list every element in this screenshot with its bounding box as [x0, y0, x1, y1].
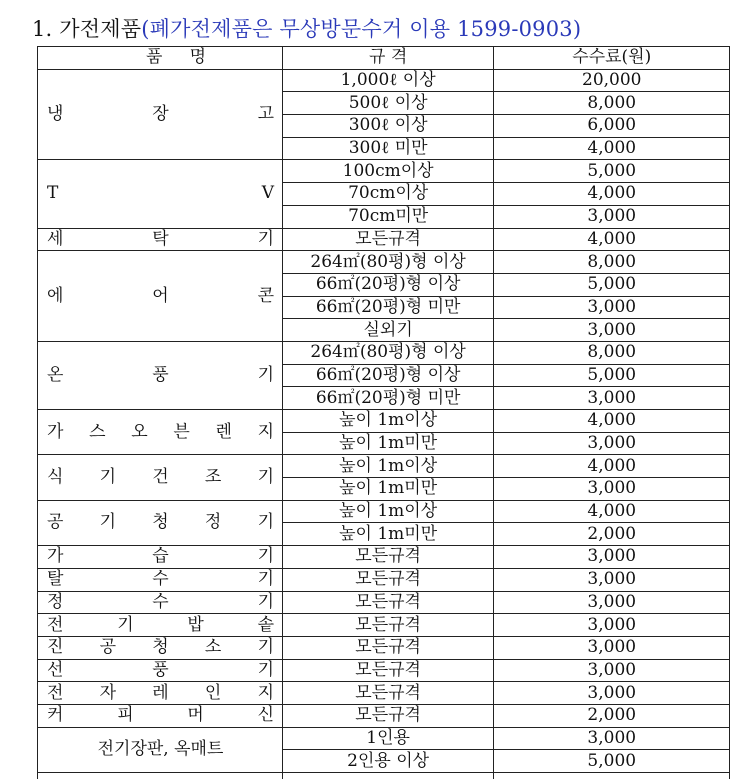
- item-name: 공 기 청 정 기: [38, 500, 283, 545]
- item-fee: 3,000: [494, 591, 730, 614]
- item-fee: 3,000: [494, 636, 730, 659]
- item-spec: 높이 1m미만: [283, 523, 494, 546]
- table-row: [38, 704, 730, 727]
- item-fee: 3,000: [494, 319, 730, 342]
- table-row: [38, 568, 730, 591]
- item-spec: 500ℓ 이상: [283, 92, 494, 115]
- item-fee: 8,000: [494, 92, 730, 115]
- cutoff-cell: [494, 773, 730, 780]
- heading-title: 1. 가전제품: [32, 17, 142, 41]
- item-spec: 모든규격: [283, 704, 494, 727]
- item-fee: 5,000: [494, 273, 730, 296]
- item-fee: 3,000: [494, 205, 730, 228]
- table-row: [38, 251, 730, 274]
- item-spec: 실외기: [283, 319, 494, 342]
- item-spec: 66㎡(20평)형 미만: [283, 387, 494, 410]
- item-fee: 6,000: [494, 115, 730, 138]
- table-row: [38, 160, 730, 183]
- table-header-row: [38, 47, 730, 70]
- table-row: [38, 659, 730, 682]
- item-fee: 4,000: [494, 410, 730, 433]
- item-name: 가 습 기: [38, 546, 283, 569]
- item-fee: 3,000: [494, 614, 730, 637]
- item-fee: 4,000: [494, 183, 730, 206]
- item-name: 냉 장 고: [38, 69, 283, 160]
- item-fee: 20,000: [494, 69, 730, 92]
- item-name: 전기장판, 옥매트: [38, 727, 283, 772]
- item-fee: 3,000: [494, 296, 730, 319]
- item-spec: 모든규격: [283, 568, 494, 591]
- table-row: [38, 614, 730, 637]
- item-fee: 3,000: [494, 478, 730, 501]
- item-fee: 3,000: [494, 432, 730, 455]
- item-spec: 모든규격: [283, 546, 494, 569]
- item-name: 탈 수 기: [38, 568, 283, 591]
- item-spec: 2인용 이상: [283, 750, 494, 773]
- item-fee: 3,000: [494, 568, 730, 591]
- item-fee: 8,000: [494, 251, 730, 274]
- item-name: 세 탁 기: [38, 228, 283, 251]
- item-spec: 높이 1m미만: [283, 432, 494, 455]
- item-name: 가 스 오 븐 렌 지: [38, 410, 283, 455]
- item-fee: 4,000: [494, 455, 730, 478]
- item-spec: 1인용: [283, 727, 494, 750]
- cutoff-cell: [38, 773, 283, 780]
- item-fee: 3,000: [494, 387, 730, 410]
- item-name: 진 공 청 소 기: [38, 636, 283, 659]
- item-fee: 3,000: [494, 682, 730, 705]
- item-spec: 높이 1m미만: [283, 478, 494, 501]
- header-item-name: 품 명: [38, 47, 283, 70]
- item-spec: 264㎡(80평)형 이상: [283, 341, 494, 364]
- item-spec: 높이 1m이상: [283, 455, 494, 478]
- item-fee: 4,000: [494, 228, 730, 251]
- item-name: T V: [38, 160, 283, 228]
- item-spec: 모든규격: [283, 228, 494, 251]
- header-fee: 수수료(원): [494, 47, 730, 70]
- item-fee: 3,000: [494, 659, 730, 682]
- item-name: 온 풍 기: [38, 341, 283, 409]
- item-spec: 70cm미만: [283, 205, 494, 228]
- item-fee: 2,000: [494, 704, 730, 727]
- table-row: [38, 341, 730, 364]
- item-name: 에 어 콘: [38, 251, 283, 342]
- item-fee: 2,000: [494, 523, 730, 546]
- table-row: [38, 591, 730, 614]
- item-fee: 3,000: [494, 727, 730, 750]
- table-row: [38, 546, 730, 569]
- item-spec: 모든규격: [283, 682, 494, 705]
- item-spec: 모든규격: [283, 591, 494, 614]
- fee-table: [37, 46, 730, 779]
- item-name: 정 수 기: [38, 591, 283, 614]
- item-fee: 8,000: [494, 341, 730, 364]
- item-spec: 300ℓ 이상: [283, 115, 494, 138]
- item-name: 식 기 건 조 기: [38, 455, 283, 500]
- heading-note: (폐가전제품은 무상방문수거 이용 1599-0903): [141, 17, 582, 41]
- section-heading: [32, 12, 581, 46]
- item-name: 전 자 레 인 지: [38, 682, 283, 705]
- table-row: [38, 228, 730, 251]
- item-fee: 4,000: [494, 137, 730, 160]
- item-spec: 66㎡(20평)형 미만: [283, 296, 494, 319]
- item-fee: 5,000: [494, 160, 730, 183]
- item-spec: 높이 1m이상: [283, 410, 494, 433]
- item-spec: 264㎡(80평)형 이상: [283, 251, 494, 274]
- item-spec: 70cm이상: [283, 183, 494, 206]
- table-row: [38, 636, 730, 659]
- cutoff-cell: [283, 773, 494, 780]
- item-fee: 5,000: [494, 750, 730, 773]
- item-spec: 높이 1m이상: [283, 500, 494, 523]
- table-row: [38, 727, 730, 750]
- item-name: 선 풍 기: [38, 659, 283, 682]
- item-spec: 66㎡(20평)형 이상: [283, 364, 494, 387]
- item-spec: 66㎡(20평)형 이상: [283, 273, 494, 296]
- fee-table-body: [38, 47, 730, 780]
- table-row: [38, 682, 730, 705]
- item-name: 전 기 밥 솥: [38, 614, 283, 637]
- table-row-cutoff: [38, 773, 730, 780]
- table-row: [38, 500, 730, 523]
- item-spec: 300ℓ 미만: [283, 137, 494, 160]
- item-fee: 4,000: [494, 500, 730, 523]
- item-spec: 모든규격: [283, 659, 494, 682]
- table-row: [38, 69, 730, 92]
- item-spec: 모든규격: [283, 636, 494, 659]
- item-spec: 1,000ℓ 이상: [283, 69, 494, 92]
- item-fee: 3,000: [494, 546, 730, 569]
- item-name: 커 피 머 신: [38, 704, 283, 727]
- item-spec: 모든규격: [283, 614, 494, 637]
- header-spec: 규 격: [283, 47, 494, 70]
- item-fee: 5,000: [494, 364, 730, 387]
- table-row: [38, 455, 730, 478]
- item-spec: 100cm이상: [283, 160, 494, 183]
- table-row: [38, 410, 730, 433]
